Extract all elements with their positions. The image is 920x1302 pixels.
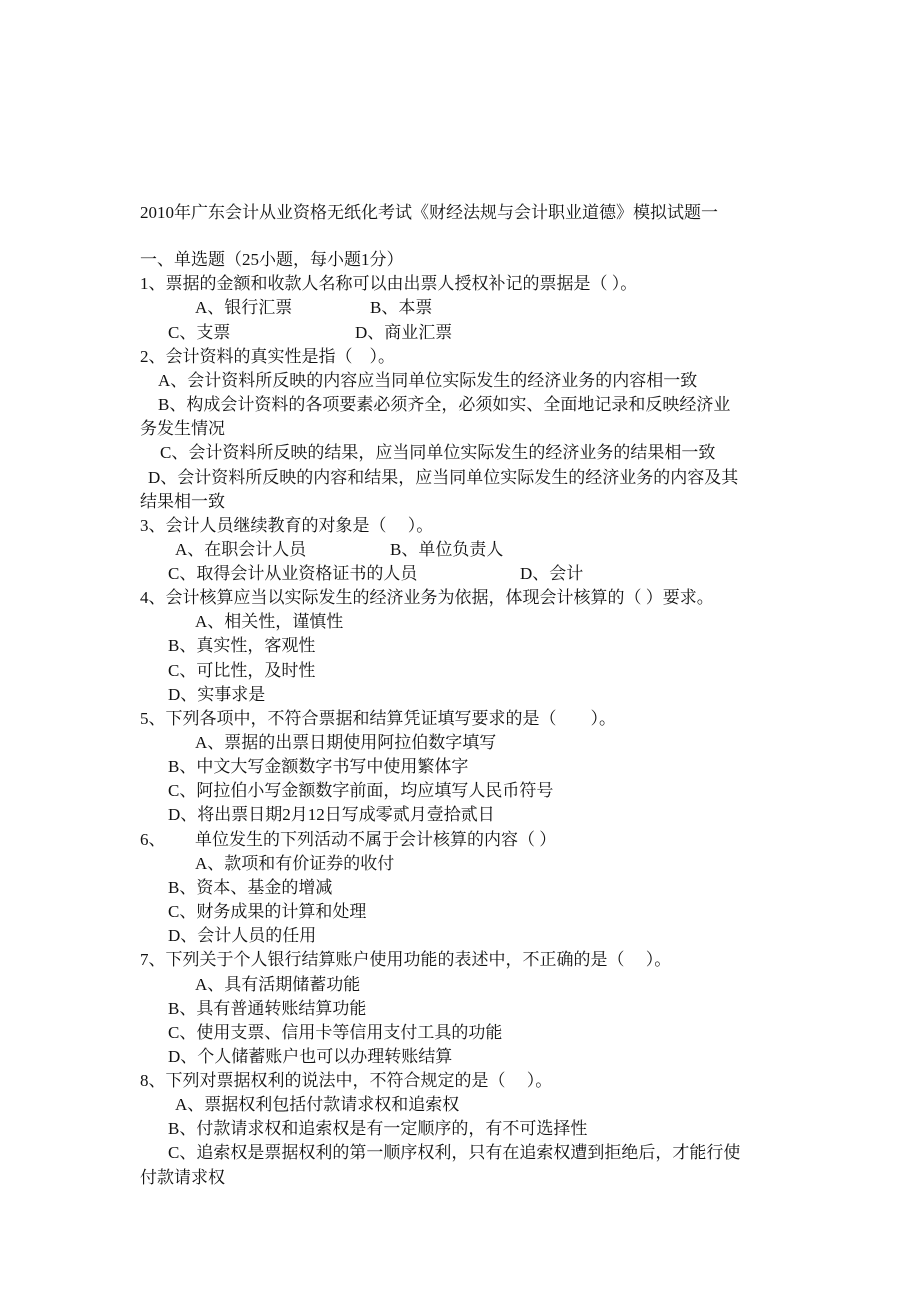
option-6c: C、财务成果的计算和处理: [168, 902, 367, 921]
option-5b: B、中文大写金额数字书写中使用繁体字: [168, 757, 469, 776]
option-1d: D、商业汇票: [355, 323, 453, 342]
question-5: 5、下列各项中，不符合票据和结算凭证填写要求的是（ ）。: [140, 709, 616, 728]
option-3a: A、在职会计人员: [175, 540, 307, 559]
option-1a: A、银行汇票: [195, 298, 293, 317]
document-title: 2010年广东会计从业资格无纸化考试《财经法规与会计职业道德》模拟试题一: [140, 203, 718, 222]
question-6-number: 6、: [140, 830, 166, 849]
option-6a: A、款项和有价证券的收付: [195, 854, 395, 873]
section-heading: 一、单选题（25小题，每小题1分）: [140, 250, 404, 269]
question-1: 1、票据的金额和收款人名称可以由出票人授权补记的票据是（ ）。: [140, 274, 638, 293]
question-7: 7、下列关于个人银行结算账户使用功能的表述中，不正确的是（ ）。: [140, 950, 672, 969]
question-2: 2、会计资料的真实性是指（ ）。: [140, 347, 395, 366]
option-2c: C、会计资料所反映的结果，应当同单位实际发生的经济业务的结果相一致: [160, 443, 716, 462]
question-4: 4、会计核算应当以实际发生的经济业务为依据，体现会计核算的（ ）要求。: [140, 588, 714, 607]
option-7c: C、使用支票、信用卡等信用支付工具的功能: [168, 1023, 503, 1042]
option-5a: A、票据的出票日期使用阿拉伯数字填写: [195, 733, 497, 752]
option-7d: D、个人储蓄账户也可以办理转账结算: [168, 1047, 453, 1066]
option-5d: D、将出票日期2月12日写成零贰月壹拾贰日: [168, 805, 495, 824]
option-7a: A、具有活期储蓄功能: [195, 975, 361, 994]
option-8c: C、追索权是票据权利的第一顺序权利，只有在追索权遭到拒绝后，才能行使: [168, 1143, 741, 1162]
option-8c-cont: 付款请求权: [140, 1168, 225, 1187]
option-5c: C、阿拉伯小写金额数字前面，均应填写人民币符号: [168, 781, 554, 800]
option-3b: B、单位负责人: [390, 540, 504, 559]
option-2d: D、会计资料所反映的内容和结果，应当同单位实际发生的经济业务的内容及其: [148, 468, 739, 487]
question-8: 8、下列对票据权利的说法中，不符合规定的是（ ）。: [140, 1071, 553, 1090]
option-6b: B、资本、基金的增减: [168, 878, 333, 897]
option-2a: A、会计资料所反映的内容应当同单位实际发生的经济业务的内容相一致: [158, 371, 698, 390]
option-7b: B、具有普通转账结算功能: [168, 999, 367, 1018]
option-4c: C、可比性，及时性: [168, 661, 316, 680]
option-4d: D、实事求是: [168, 685, 266, 704]
option-3d: D、会计: [520, 564, 584, 583]
question-3: 3、会计人员继续教育的对象是（ ）。: [140, 516, 434, 535]
option-6d: D、会计人员的任用: [168, 926, 317, 945]
option-8a: A、票据权利包括付款请求权和追索权: [175, 1095, 460, 1114]
option-8b: B、付款请求权和追索权是有一定顺序的，有不可选择性: [168, 1119, 588, 1138]
option-1c: C、支票: [168, 323, 231, 342]
option-2b-cont: 务发生情况: [140, 419, 225, 438]
option-1b: B、本票: [370, 298, 433, 317]
option-3c: C、取得会计从业资格证书的人员: [168, 564, 418, 583]
question-6: 单位发生的下列活动不属于会计核算的内容（ ）: [195, 830, 557, 849]
option-4b: B、真实性，客观性: [168, 636, 316, 655]
option-4a: A、相关性，谨慎性: [195, 612, 344, 631]
option-2b: B、构成会计资料的各项要素必须齐全，必须如实、全面地记录和反映经济业: [158, 395, 731, 414]
option-2d-cont: 结果相一致: [140, 492, 225, 511]
